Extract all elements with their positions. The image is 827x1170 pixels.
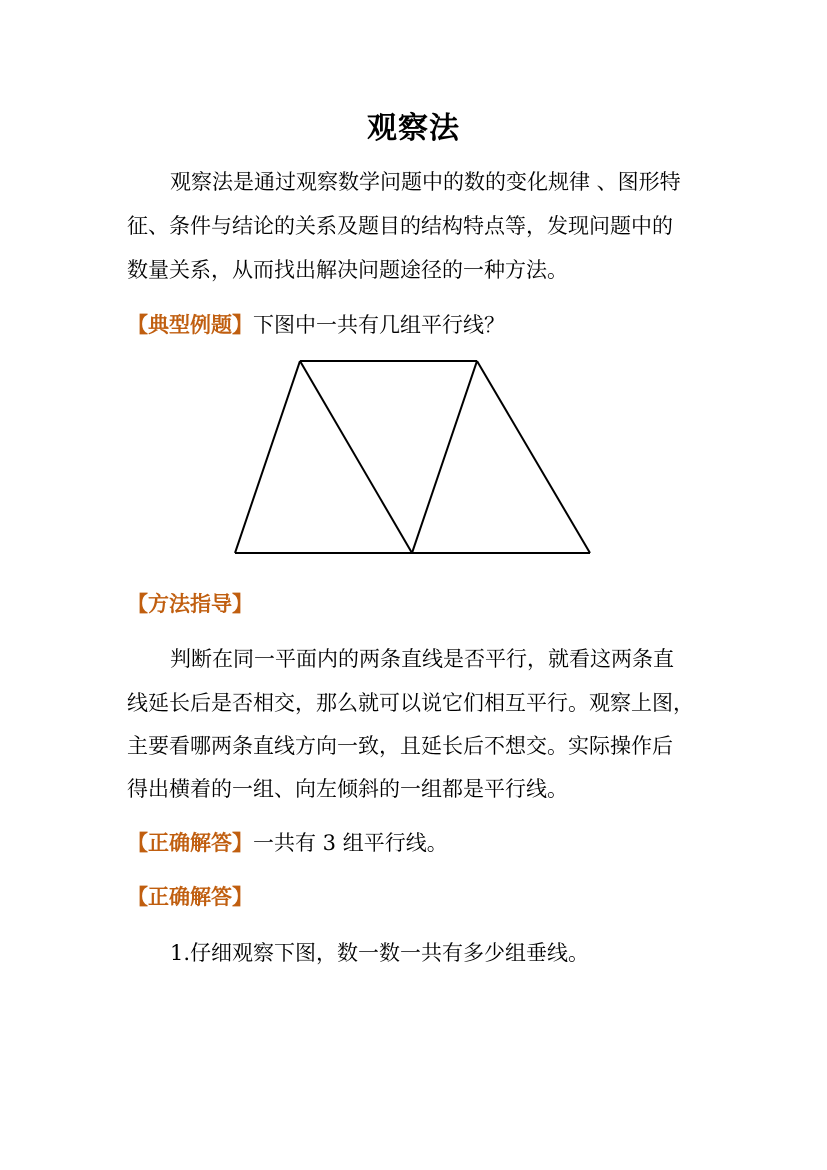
intro-line-1: 观察法是通过观察数学问题中的数的变化规律 、图形特 bbox=[170, 170, 681, 194]
example-question: 下图中一共有几组平行线？ bbox=[253, 313, 505, 337]
method-line-2: 线延长后是否相交，那么就可以说它们相互平行。观察上图， bbox=[127, 691, 694, 715]
exercise-text: 1.仔细观察下图，数一数一共有多少组垂线。 bbox=[170, 941, 590, 965]
method-line-4: 得出横着的一组、向左倾斜的一组都是平行线。 bbox=[127, 777, 568, 801]
intro-line-2: 征、条件与结论的关系及题目的结构特点等，发现问题中的 bbox=[127, 214, 673, 238]
figure-diagonal-up bbox=[412, 361, 477, 553]
answer-text: 一共有 3 组平行线。 bbox=[253, 831, 448, 855]
method-line-3: 主要看哪两条直线方向一致，且延长后不想交。实际操作后 bbox=[127, 734, 673, 758]
answer-heading bbox=[127, 827, 448, 857]
method-line-1: 判断在同一平面内的两条直线是否平行，就看这两条直 bbox=[170, 647, 674, 671]
example-tag: 【典型例题】 bbox=[127, 312, 253, 337]
page-title: 观察法 bbox=[367, 111, 460, 146]
figure-left-edge bbox=[235, 361, 300, 553]
answer-tag: 【正确解答】 bbox=[127, 830, 253, 855]
answer2-tag: 【正确解答】 bbox=[127, 884, 253, 909]
figure-diagonal-down bbox=[300, 361, 412, 553]
method-tag: 【方法指导】 bbox=[127, 591, 253, 616]
intro-line-3: 数量关系，从而找出解决问题途径的一种方法。 bbox=[127, 258, 568, 282]
figure-right-edge bbox=[477, 361, 590, 553]
